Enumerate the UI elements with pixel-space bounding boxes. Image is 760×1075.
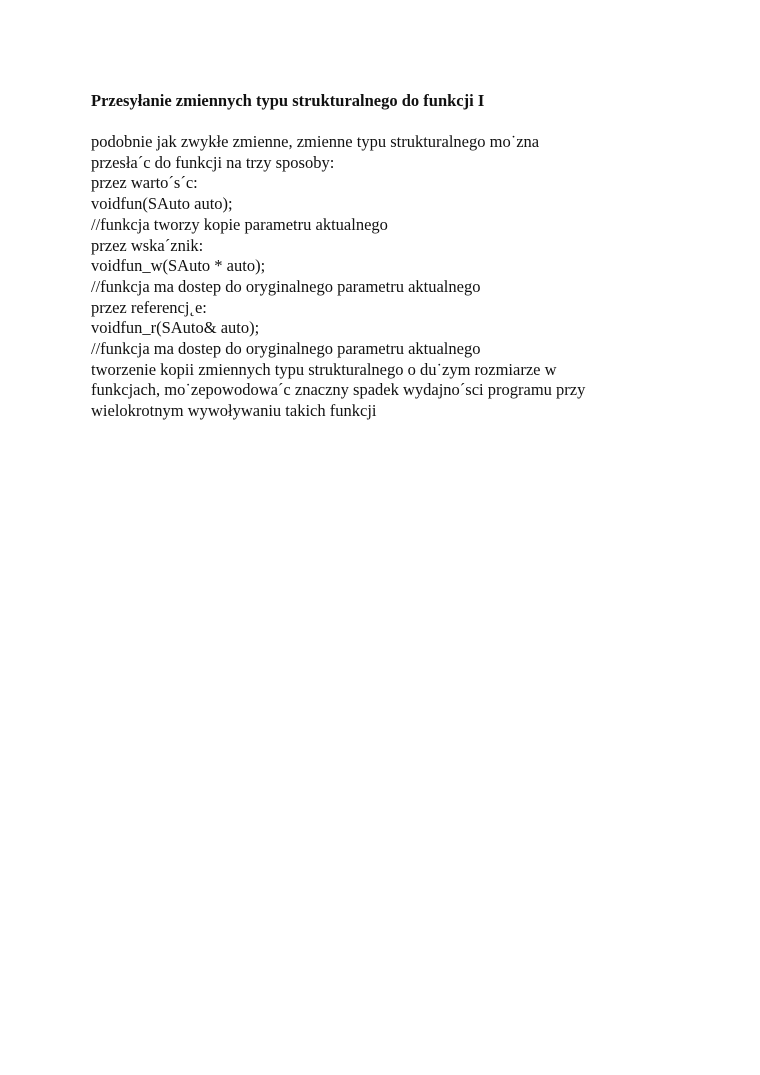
code-comment-line: //funkcja ma dostep do oryginalnego parametru aktualnego — [91, 339, 481, 359]
code-comment-line: //funkcja tworzy kopie parametru aktualnego — [91, 214, 388, 234]
text-line: tworzenie kopii zmiennych typu strukturalnego o du˙zym rozmiarze w — [91, 359, 557, 379]
code-line: voidfun_r(SAuto& auto); — [91, 318, 260, 338]
text-line: podobnie jak zwykłe zmienne, zmienne typu strukturalnego mo˙zna — [91, 132, 540, 151]
code-line: voidfun_w(SAuto * auto); — [91, 256, 266, 276]
body-text — [91, 132, 691, 422]
code-line: voidfun(SAuto auto); — [91, 194, 233, 214]
text-line: przesła´c do funkcji na trzy sposoby: — [91, 152, 335, 172]
page-title: Przesyłanie zmiennych typu strukturalnego do funkcji I — [91, 91, 485, 110]
text-line: przez wska´znik: — [91, 235, 204, 255]
text-line: funkcjach, mo˙zepowodowa´c znaczny spadek wydajno´sci programu przy — [91, 380, 586, 400]
text-line: wielokrotnym wywoływaniu takich funkcji — [91, 401, 377, 421]
code-comment-line: //funkcja ma dostep do oryginalnego parametru aktualnego — [91, 276, 481, 296]
text-line: przez referencj˛e: — [91, 297, 207, 317]
text-line: przez warto´s´c: — [91, 173, 198, 193]
